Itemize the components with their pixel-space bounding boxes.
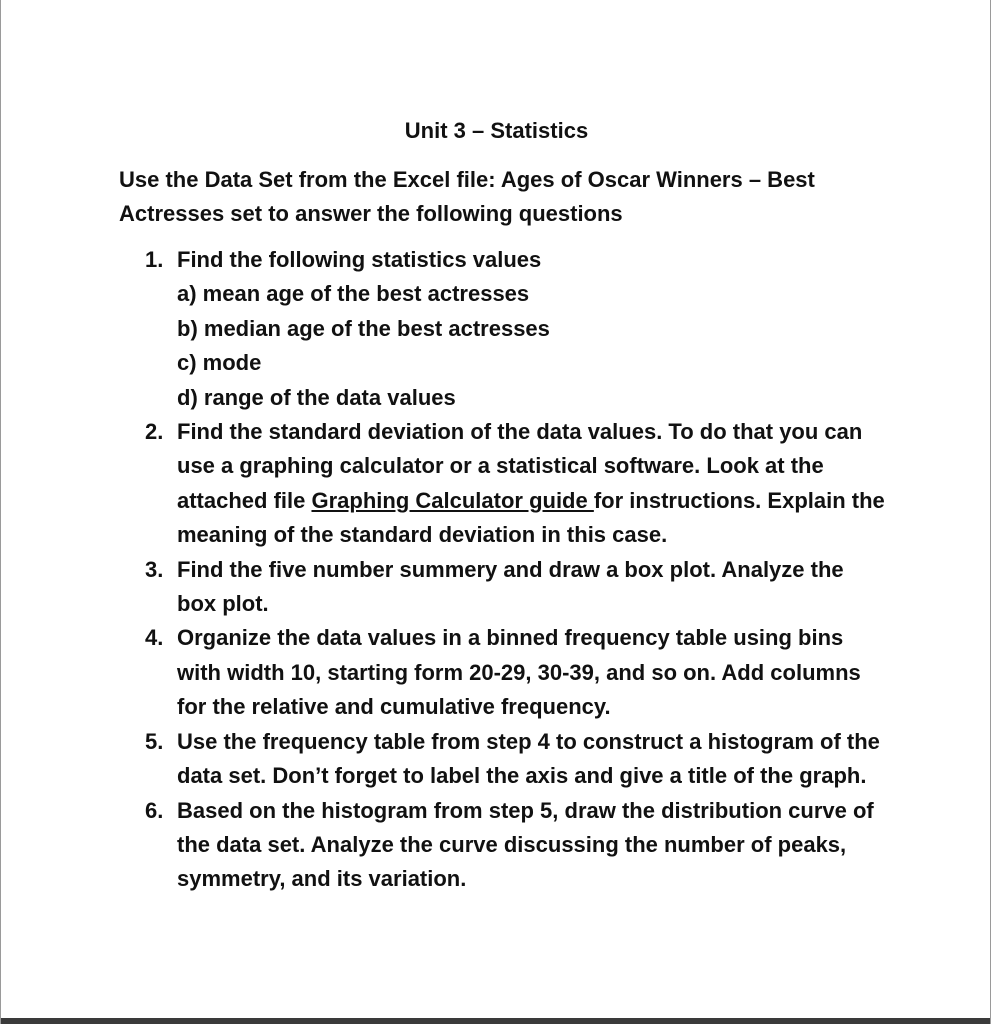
sub-item: a) mean age of the best actresses [177,281,530,307]
question-item [145,725,885,794]
question-item [145,415,885,553]
question-text: Find the five number summery and draw a box plot. Analyze the box plot. [177,556,844,617]
question-item [145,621,885,724]
question-text: Organize the data values in a binned frequency table using bins with width 10, starting form 20-29, 30-39, and so on. Add columns for the relative and cumulative frequency. [177,625,861,720]
sub-item: b) median age of the best actresses [177,315,550,341]
question-text-continued: for instructions. Explain the meaning of the standard deviation in this case. [177,487,885,548]
bottom-divider [1,1018,990,1024]
intro-paragraph: Use the Data Set from the Excel file: Ages of Oscar Winners – Best Actresses set to answer the following questions [119,167,815,226]
question-number: 4. [145,625,164,651]
question-number: 2. [145,419,164,445]
question-list [145,243,885,897]
question-number: 1. [145,247,164,272]
sub-item: d) range of the data values [177,384,456,410]
question-number: 5. [145,728,164,754]
question-item [145,553,885,622]
question-number: 6. [145,797,164,823]
question-text: Use the frequency table from step 4 to construct a histogram of the data set. Don’t forget to label the axis and give a title of the graph. [177,728,880,789]
question-text: Based on the histogram from step 5, draw the distribution curve of the data set. Analyze the curve discussing the number of peaks, symmetry, and its variation. [177,797,874,892]
sub-item: c) mode [177,350,262,376]
graphing-calculator-guide-link[interactable]: Graphing Calculator guide [311,487,594,513]
page-title: Unit 3 – Statistics [404,118,589,143]
question-text: Find the standard deviation of the data values. To do that you can use a graphing calculator or a statistical software. Look at the attached file [177,419,863,513]
question-number: 3. [145,556,164,582]
question-item [145,794,885,897]
question-text: Find the following statistics values [177,247,542,272]
question-item [145,243,885,415]
